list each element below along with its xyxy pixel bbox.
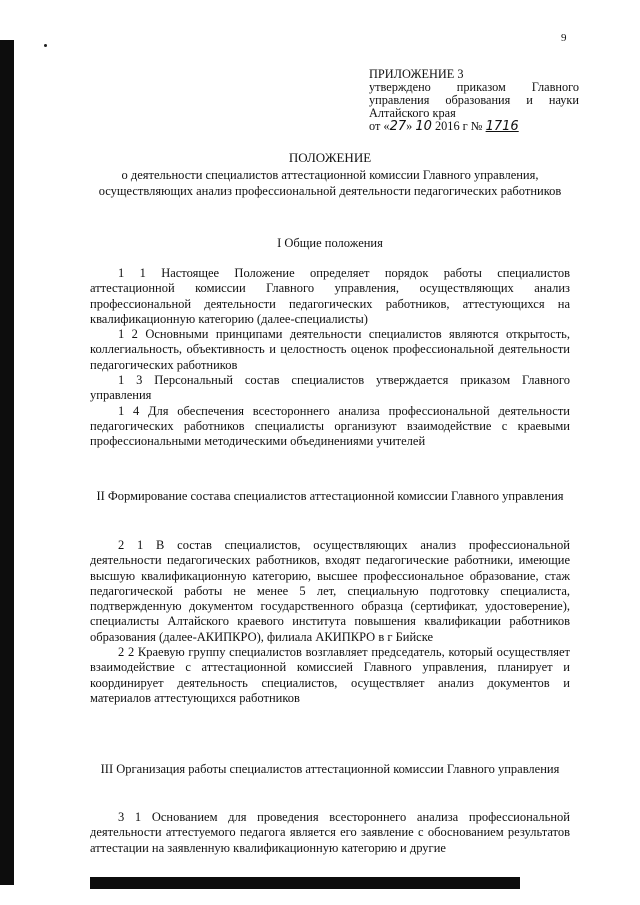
appendix-date-line: от «27» 10 2016 г № 1716 <box>369 119 519 134</box>
section-3-title: III Организация работы специалистов аттестационной комиссии Главного управления <box>100 762 560 776</box>
appendix-region-line: Алтайского края <box>369 106 456 120</box>
page-number: 9 <box>561 32 567 44</box>
handwritten-month: 10 <box>415 119 432 134</box>
paragraph-1-4: 1 4 Для обеспечения всестороннего анализа профессиональной деятельности педагогических работников специалисты организуют взаимодействие с краевыми профессиональными методическими объединениями учителей <box>90 403 570 449</box>
paragraph-1-3: 1 3 Персональный состав специалистов утверждается приказом Главного управления <box>90 373 570 403</box>
handwritten-order-number: 1716 <box>485 119 519 134</box>
document-subtitle: о деятельности специалистов аттестационной комиссии Главного управления, осуществляющих анализ профессиональной деятельности педагогических работников <box>98 168 562 198</box>
paragraph-1-1: 1 1 Настоящее Положение определяет порядок работы специалистов аттестационной комиссии Главного управления, осуществляющих анализ профессиональной деятельности педагогических работников, аттестующихся на квалификационную категорию (далее-специалисты) <box>90 266 570 326</box>
appendix-block <box>369 68 579 133</box>
scan-edge-bottom <box>90 877 520 889</box>
section-1-body <box>90 266 570 450</box>
year-label: 2016 г № <box>435 119 483 133</box>
document-title: ПОЛОЖЕНИЕ <box>288 150 372 165</box>
appendix-title: ПРИЛОЖЕНИЕ 3 <box>369 67 464 81</box>
paragraph-2-2: 2 2 Краевую группу специалистов возглавляет председатель, который осуществляет взаимодействие с аттестационной комиссией Главного управления, планирует и координирует деятельность специалистов, осуществляет анализ документов и материалов аттестующихся работников <box>90 645 570 705</box>
section-2-body <box>90 538 570 706</box>
scan-edge-left <box>0 40 14 885</box>
paragraph-1-2: 1 2 Основными принципами деятельности специалистов являются открытость, коллегиальность, объективность и целостность оценок профессиональной деятельности педагогических работников <box>90 327 570 372</box>
paragraph-2-1: 2 1 В состав специалистов, осуществляющих анализ профессиональной деятельности педагогических работников, входят педагогические работники, имеющие высшую квалификационную категорию, высшее профессиональное образование, стаж педагогической работы не менее 5 лет, специальную подготовку специалиста, подтвержденную документом государственного образца (сертификат, удостоверение), специалисты Алтайского краевого института повышения квалификации работников образования (далее-АКИПКРО), филиала АКИПКРО в г Бийске <box>90 538 570 644</box>
section-3-body <box>90 810 570 856</box>
handwritten-day: 27 <box>389 119 407 134</box>
scan-speck <box>44 44 47 47</box>
date-prefix: от « <box>369 119 390 133</box>
paragraph-3-1: 3 1 Основанием для проведения всестороннего анализа профессиональной деятельности аттестуемого педагога является его заявление с обоснованием результатов аттестации на заявленную квалификационную категорию и другие <box>90 810 570 855</box>
section-1-title: I Общие положения <box>277 236 383 250</box>
section-2-title: II Формирование состава специалистов аттестационной комиссии Главного управления <box>96 489 564 503</box>
appendix-approved-line: утверждено приказом Главного <box>369 80 579 94</box>
appendix-department-line: управления образования и науки <box>369 93 579 107</box>
